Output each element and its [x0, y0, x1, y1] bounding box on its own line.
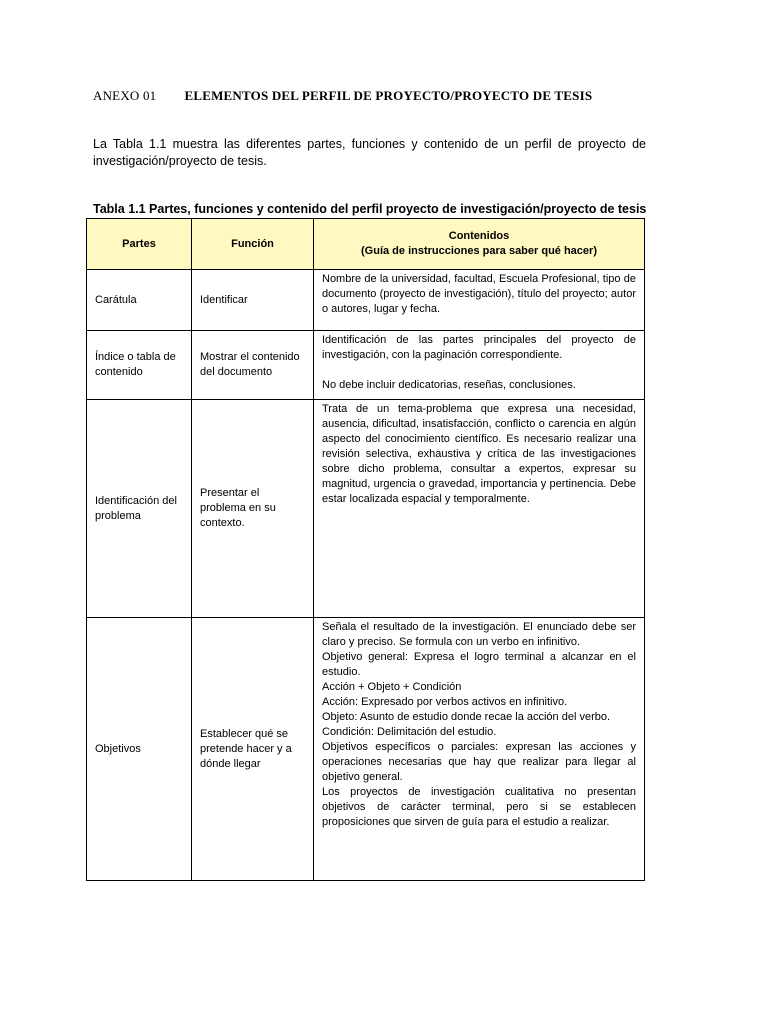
table-row-objetivos: [87, 618, 645, 881]
content-line: No debe incluir dedicatorias, reseñas, conclusiones.: [322, 379, 576, 391]
content-line: Nombre de la universidad, facultad, Escuela Profesional, tipo de documento (proyecto de investigación), título del proyecto; autor o autores, lugar y fecha.: [322, 273, 636, 315]
cell-parte: Objetivos: [87, 618, 192, 881]
header-funcion: Función: [192, 219, 314, 270]
table-row-identificacion: [87, 400, 645, 618]
cell-contenido: [314, 618, 645, 881]
cell-funcion: Identificar: [192, 270, 314, 331]
header-contenidos-title: Contenidos: [448, 230, 510, 242]
table-row-caratula: [87, 270, 645, 331]
content-line: Señala el resultado de la investigación. El enunciado debe ser claro y preciso. Se formula con un verbo en infinitivo.: [322, 621, 636, 648]
content-line: Acción: Expresado por verbos activos en infinitivo.: [322, 696, 568, 708]
content-line: Los proyectos de investigación cualitativa no presentan objetivos de carácter terminal, pero si se establecen proposiciones que sirven de guía para el estudio a realizar.: [322, 786, 636, 828]
cell-parte: Identificación del problema: [87, 400, 192, 618]
cell-funcion: Establecer qué se pretende hacer y a dónde llegar: [192, 618, 314, 881]
table-caption: Tabla 1.1 Partes, funciones y contenido del perfil proyecto de investigación/proyecto de tesis: [93, 202, 647, 216]
content-line: Acción + Objeto + Condición: [322, 681, 462, 693]
content-line: Objetivos específicos o parciales: expresan las acciones y operaciones necesarias que hay que realizar para llegar al objetivo general.: [322, 741, 636, 783]
intro-paragraph: La Tabla 1.1 muestra las diferentes partes, funciones y contenido de un perfil de proyecto de investigación/proyecto de tesis.: [93, 137, 646, 168]
annex-label: ANEXO 01: [93, 88, 157, 103]
cell-contenido: [314, 331, 645, 400]
content-line: Objeto: Asunto de estudio donde recae la acción del verbo.: [322, 711, 611, 723]
table-row-indice: [87, 331, 645, 400]
document-heading: [93, 88, 592, 104]
content-line: Objetivo general: Expresa el logro terminal a alcanzar en el estudio.: [322, 651, 636, 678]
cell-contenido: [314, 270, 645, 331]
annex-title: ELEMENTOS DEL PERFIL DE PROYECTO/PROYECTO DE TESIS: [184, 88, 593, 103]
parts-table: [86, 218, 645, 881]
content-line: Condición: Delimitación del estudio.: [322, 726, 497, 738]
cell-funcion: Mostrar el contenido del documento: [192, 331, 314, 400]
header-contenidos: [314, 219, 645, 270]
cell-contenido: [314, 400, 645, 618]
cell-parte: Índice o tabla de contenido: [87, 331, 192, 400]
header-partes: Partes: [87, 219, 192, 270]
cell-funcion: Presentar el problema en su contexto.: [192, 400, 314, 618]
content-line: Trata de un tema-problema que expresa una necesidad, ausencia, dificultad, insatisfacción, conflicto o carencia en algún aspecto del conocimiento científico. Es necesario realizar una revisión selectiva, exhaustiva y crítica de las investigaciones sobre dicho problema, consultar a expertos, expresar su magnitud, urgencia o gravedad, importancia y pertinencia. Debe estar localizada espacial y temporalmente.: [322, 403, 636, 505]
cell-parte: Carátula: [87, 270, 192, 331]
header-contenidos-subtitle: (Guía de instrucciones para saber qué hacer): [361, 245, 597, 257]
content-line: Identificación de las partes principales del proyecto de investigación, con la paginación correspondiente.: [322, 334, 636, 361]
table-header-row: [87, 219, 645, 270]
